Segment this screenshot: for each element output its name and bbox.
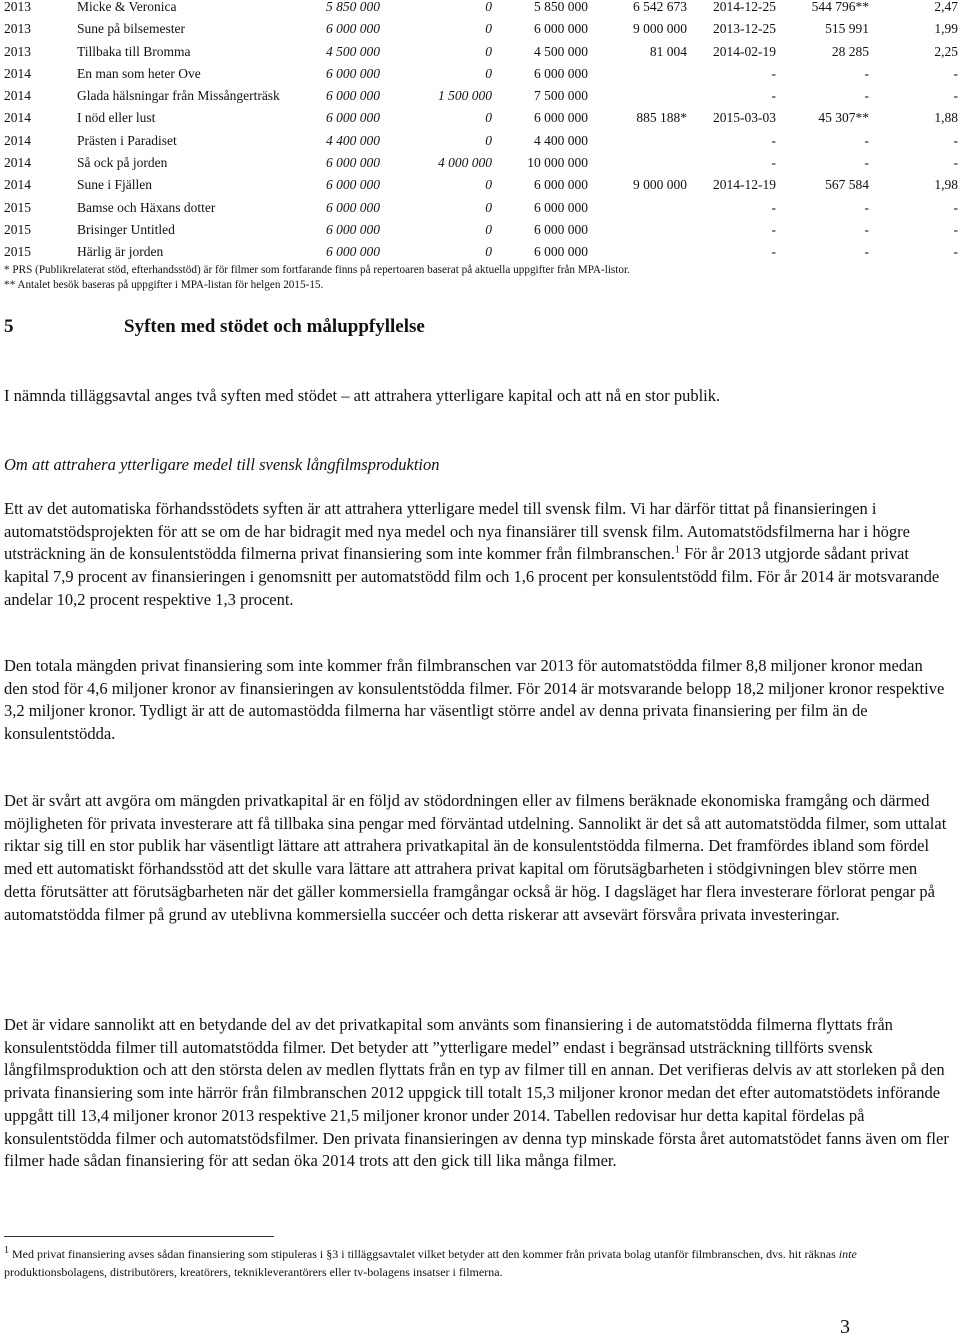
table-cell-a: 6 000 000	[326, 155, 380, 171]
table-row	[0, 22, 960, 44]
table-cell-e: -	[771, 244, 776, 260]
table-cell-d: 81 004	[649, 43, 687, 59]
table-cell-c: 4 500 000	[534, 43, 588, 59]
table-cell-b: 0	[485, 177, 492, 193]
table-cell-c: 6 000 000	[534, 199, 588, 215]
table-cell-a: 6 000 000	[326, 177, 380, 193]
table-cell-d: 9 000 000	[633, 177, 687, 193]
table-cell-f: -	[864, 199, 869, 215]
table-cell-g: -	[953, 199, 958, 215]
table-cell-f: 515 991	[825, 21, 869, 37]
table-cell-a: 6 000 000	[326, 199, 380, 215]
table-cell-e: -	[771, 199, 776, 215]
table-cell-a: 6 000 000	[326, 110, 380, 126]
table-cell-c: 7 500 000	[534, 88, 588, 104]
table-cell-e: 2014-02-19	[713, 43, 776, 59]
table-row	[0, 201, 960, 223]
table-cell-c: 10 000 000	[527, 155, 588, 171]
table-row	[0, 0, 960, 22]
table-cell-f: -	[864, 244, 869, 260]
table-cell-g: -	[953, 221, 958, 237]
table-row	[0, 67, 960, 89]
table-cell-title: I nöd eller lust	[77, 110, 156, 126]
footnote-ref[interactable]: 1	[674, 544, 680, 556]
table-cell-g: -	[953, 132, 958, 148]
table-cell-title: Tillbaka till Bromma	[77, 43, 191, 59]
table-cell-b: 1 500 000	[438, 88, 492, 104]
table-cell-e: -	[771, 88, 776, 104]
section-number: 5	[4, 316, 14, 337]
section-title: Syften med stödet och måluppfyllelse	[124, 316, 425, 337]
table-cell-year: 2013	[4, 21, 31, 37]
table-note-visits: ** Antalet besök baseras på uppgifter i MPA-listan för helgen 2015-15.	[4, 278, 324, 291]
table-cell-b: 0	[485, 199, 492, 215]
table-cell-e: -	[771, 65, 776, 81]
table-cell-b: 0	[485, 21, 492, 37]
table-cell-g: -	[953, 65, 958, 81]
table-cell-b: 0	[485, 0, 492, 14]
table-cell-b: 0	[485, 43, 492, 59]
table-cell-g: 2,25	[934, 43, 958, 59]
table-cell-year: 2015	[4, 244, 31, 260]
table-cell-b: 0	[485, 221, 492, 237]
table-cell-a: 5 850 000	[326, 0, 380, 14]
table-cell-title: Härlig är jorden	[77, 244, 164, 260]
footnote	[4, 1246, 904, 1281]
table-cell-title: Sune i Fjällen	[77, 177, 152, 193]
footnote-divider	[4, 1236, 274, 1237]
footnote-text-a: Med privat finansiering avses sådan finansiering som stipuleras i §3 i tilläggsavtalet vilket betyder att den kommer från privata bolag utanför filmbranschen, dvs. hit räknas	[9, 1247, 839, 1261]
table-cell-d: 885 188*	[636, 110, 687, 126]
table-cell-year: 2014	[4, 65, 31, 81]
table-cell-c: 6 000 000	[534, 244, 588, 260]
table-row	[0, 178, 960, 200]
table-cell-a: 6 000 000	[326, 221, 380, 237]
footnote-text-b: produktionsbolagens, distributörers, kreatörers, teknikleverantörers eller tv-bolagens insatser i filmerna.	[4, 1264, 503, 1279]
table-cell-a: 4 400 000	[326, 132, 380, 148]
table-cell-e: -	[771, 132, 776, 148]
table-cell-b: 0	[485, 244, 492, 260]
intro-paragraph: I nämnda tilläggsavtal anges två syften med stödet – att attrahera ytterligare kapital och att nå en stor publik.	[4, 386, 721, 405]
table-cell-g: -	[953, 88, 958, 104]
table-cell-year: 2014	[4, 177, 31, 193]
table-cell-b: 4 000 000	[438, 155, 492, 171]
table-row	[0, 223, 960, 245]
table-row	[0, 89, 960, 111]
table-cell-f: 45 307**	[818, 110, 869, 126]
table-cell-title: Glada hälsningar från Missångerträsk	[77, 88, 280, 104]
paragraph-1-text-a: Ett av det automatiska förhandsstödets syften är att attrahera ytterligare medel till svensk film. Vi har därför tittat på finansieringen i automatstödsprojekten för att se om de har bidragit med nya medel och nya finansiärer till svensk film. Automatstödsfilmerna har i högre utsträckning än de konsulentstödda filmerna privat finansiering som inte kommer från filmbranschen.	[4, 499, 910, 564]
table-row	[0, 134, 960, 156]
table-cell-e: 2013-12-25	[713, 21, 776, 37]
table-cell-title: Bamse och Häxans dotter	[77, 199, 216, 215]
table-cell-f: 544 796**	[811, 0, 869, 14]
table-cell-year: 2013	[4, 43, 31, 59]
table-cell-year: 2014	[4, 155, 31, 171]
table-cell-year: 2015	[4, 199, 31, 215]
table-row	[0, 156, 960, 178]
paragraph-1	[4, 498, 950, 612]
table-cell-c: 6 000 000	[534, 221, 588, 237]
table-cell-f: -	[864, 132, 869, 148]
table-cell-title: Micke & Veronica	[77, 0, 177, 14]
footnote-emphasis: inte	[838, 1247, 857, 1261]
table-cell-c: 6 000 000	[534, 65, 588, 81]
subheading: Om att attrahera ytterligare medel till svensk långfilmsproduktion	[4, 455, 440, 474]
table-notes	[4, 263, 630, 292]
table-cell-c: 5 850 000	[534, 0, 588, 14]
table-cell-g: -	[953, 155, 958, 171]
table-cell-b: 0	[485, 132, 492, 148]
table-cell-c: 6 000 000	[534, 177, 588, 193]
footnote-mark: 1	[4, 1245, 9, 1256]
table-cell-e: 2015-03-03	[713, 110, 776, 126]
table-cell-year: 2013	[4, 0, 31, 14]
table-cell-g: 1,88	[934, 110, 958, 126]
table-cell-g: 2,47	[934, 0, 958, 14]
table-cell-title: Prästen i Paradiset	[77, 132, 177, 148]
table-cell-f: -	[864, 155, 869, 171]
table-cell-year: 2015	[4, 221, 31, 237]
table-cell-f: -	[864, 65, 869, 81]
table-cell-year: 2014	[4, 88, 31, 104]
table-cell-title: Sune på bilsemester	[77, 21, 185, 37]
table-cell-a: 6 000 000	[326, 244, 380, 260]
table-cell-e: -	[771, 155, 776, 171]
table-cell-d: 6 542 673	[633, 0, 687, 14]
table-cell-f: -	[864, 88, 869, 104]
table-cell-c: 4 400 000	[534, 132, 588, 148]
table-cell-f: -	[864, 221, 869, 237]
table-cell-g: -	[953, 244, 958, 260]
table-cell-a: 6 000 000	[326, 21, 380, 37]
table-cell-e: -	[771, 221, 776, 237]
table-row	[0, 45, 960, 67]
table-cell-year: 2014	[4, 110, 31, 126]
table-note-prs: * PRS (Publikrelaterat stöd, efterhandsstöd) är för filmer som fortfarande finns på repertoaren baserat på aktuella uppgifter från MPA-listor.	[4, 264, 630, 276]
paragraph-2: Den totala mängden privat finansiering som inte kommer från filmbranschen var 2013 för automatstödda filmer 8,8 miljoner kronor medan den stod för 4,6 miljoner kronor av finansieringen av konsulentstödda filmer. För 2014 är motsvarande belopp 18,2 miljoner kronor respektive 3,2 miljoner kronor. Tydligt är att de automastödda filmerna har väsentligt större andel av denna privata finansiering per film än de konsulentstödda.	[4, 656, 945, 744]
film-table	[0, 0, 960, 268]
table-cell-a: 6 000 000	[326, 88, 380, 104]
table-cell-g: 1,99	[934, 21, 958, 37]
table-cell-e: 2014-12-25	[713, 0, 776, 14]
table-cell-f: 567 584	[825, 177, 869, 193]
page-number: 3	[840, 1316, 850, 1338]
table-cell-year: 2014	[4, 132, 31, 148]
table-cell-title: Brisinger Untitled	[77, 221, 175, 237]
table-cell-c: 6 000 000	[534, 110, 588, 126]
table-cell-title: Så ock på jorden	[77, 155, 168, 171]
table-cell-g: 1,98	[934, 177, 958, 193]
table-cell-e: 2014-12-19	[713, 177, 776, 193]
table-cell-a: 4 500 000	[326, 43, 380, 59]
table-cell-a: 6 000 000	[326, 65, 380, 81]
paragraph-1-text-b: För år 2013 utgjorde sådant privat kapital 7,9 procent av finansieringen i genomsnitt per automatstödd film och 1,6 procent per konsulentstödd film. För år 2014 är motsvarande andelar 10,2 procent respektive 1,3 procent.	[4, 544, 940, 609]
table-row	[0, 111, 960, 133]
table-cell-b: 0	[485, 110, 492, 126]
table-cell-f: 28 285	[831, 43, 869, 59]
paragraph-4: Det är vidare sannolikt att en betydande del av det privatkapital som använts som finansiering i de automatstödda filmerna flyttats från konsulentstödda filmer till automatstödda filmer. Det betyder att ”ytterligare medel” endast i begränsad utsträckning tillförts svensk långfilmsproduktion och att den största delen av medlen flyttats från en typ av filmer till en annan. Det verifieras delvis av att storleken på den privata finansiering som inte härrör från filmbranschen 2012 uppgick till totalt 15,3 miljoner kronor medan det efter automatstödets införande uppgått till 13,4 miljoner kronor 2013 respektive 21,5 miljoner kronor under 2014. Tabellen redovisar hur detta kapital fördelas på konsulentstödda filmer och automatstödsfilmer. Den privata finansieringen av denna typ minskade första året automatstödet fanns även om fler filmer hade sådan finansiering för att sedan öka 2014 trots att den gick till lika många filmer.	[4, 1015, 949, 1171]
table-cell-title: En man som heter Ove	[77, 65, 201, 81]
table-cell-d: 9 000 000	[633, 21, 687, 37]
table-cell-b: 0	[485, 65, 492, 81]
table-cell-c: 6 000 000	[534, 21, 588, 37]
paragraph-3: Det är svårt att avgöra om mängden privatkapital är en följd av stödordningen eller av filmens beräknade ekonomiska framgång och därmed möjligheten för privata investerare att få tillbaka sina pengar med förväntad utdelning. Sannolikt är det så att automatstödda filmer, som uttalat riktar sig till en stor publik har väsentligt lättare att attrahera privatkapital än de konsulentstödda filmerna. Det framfördes ibland som fördel med ett automatiskt förhandsstöd att det skulle vara lättare att attrahera privat kapital om förutsägbarheten i stödgivningen blev större men detta förutsätter att förutsägbarheten när det gäller kommersiella framgångar också är hög. I dagsläget har flera investerare förlorat pengar på automatstödda filmer på grund av uteblivna kommersiella succéer och detta riskerar att avsevärt försvåra privata investeringar.	[4, 791, 947, 924]
